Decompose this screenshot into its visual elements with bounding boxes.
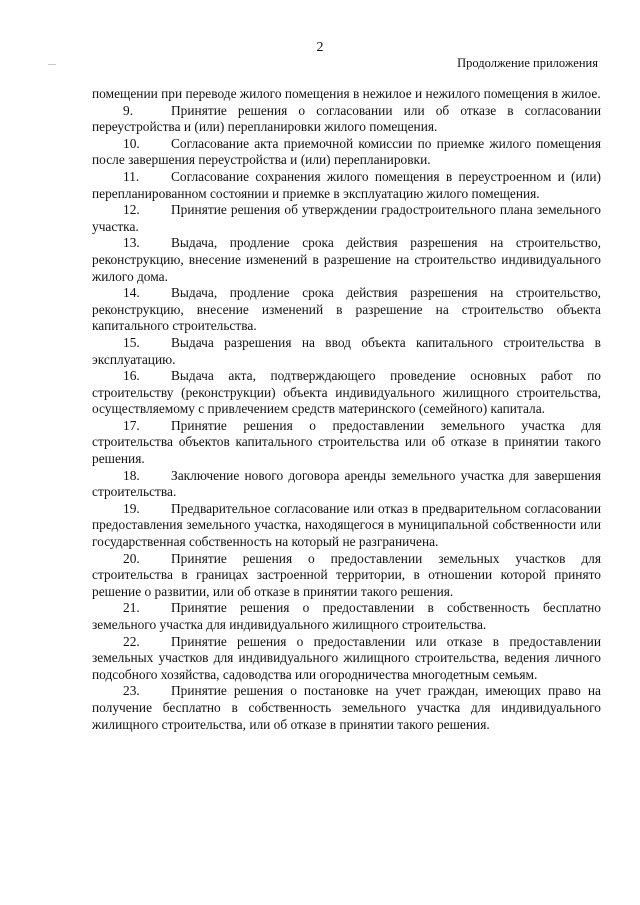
item-number: 11. <box>123 168 140 184</box>
item-number: 20. <box>123 550 140 566</box>
item-number: 13. <box>123 235 140 251</box>
list-item <box>92 418 601 468</box>
document-body <box>92 86 601 733</box>
item-number: 15. <box>123 334 140 350</box>
item-text: Согласование акта приемочной комиссии по приемке жилого помещения после завершения переустройства и (или) перепланировки. <box>92 135 601 168</box>
item-text: Принятие решения об утверждении градостроительного плана земельного участка. <box>92 202 601 234</box>
item-text: Принятие решения о предоставлении земельных участков для строительства в границах застроенной территории, в отношении которой принято решение о развитии, или об отказе в принятии такого решения. <box>92 550 601 599</box>
item-text: Принятие решения о предоставлении или отказе в предоставлении земельных участков для индивидуального жилищного строительства, ведения личного подсобного хозяйства, садоводства или огородничества многодетным семьям. <box>92 633 601 682</box>
margin-mark <box>48 64 56 65</box>
list-item <box>92 368 601 418</box>
item-number: 9. <box>123 102 134 118</box>
list-item <box>92 468 601 501</box>
item-text: Предварительное согласование или отказ в предварительном согласовании предоставления земельного участка, находящегося в муниципальной собственности или государственная собственность на который не разграничена. <box>92 500 601 550</box>
list-item <box>92 285 601 335</box>
list-item <box>92 335 601 368</box>
item-number: 18. <box>123 467 140 483</box>
item-number: 10. <box>123 135 140 151</box>
list-item <box>92 501 601 551</box>
item-text: Принятие решения о предоставлении в собственность бесплатно земельного участка для индивидуального жилищного строительства. <box>92 600 601 632</box>
list-item <box>92 136 601 169</box>
item-number: 21. <box>123 600 140 616</box>
list-item <box>92 551 601 601</box>
intro-paragraph: помещении при переводе жилого помещения в нежилое и нежилого помещения в жилое. <box>92 86 601 101</box>
item-number: 22. <box>123 633 140 649</box>
list-item <box>92 202 601 235</box>
list-item <box>92 169 601 202</box>
item-text: Принятие решения о предоставлении земельного участка для строительства объектов капитального строительства или об отказе в принятии такого решения. <box>92 417 601 467</box>
list-item <box>92 634 601 684</box>
page-number: 2 <box>316 40 324 55</box>
list-item <box>92 683 601 733</box>
item-number: 17. <box>123 417 140 433</box>
item-text: Выдача разрешения на ввод объекта капитального строительства в эксплуатацию. <box>92 334 601 367</box>
item-text: Выдача, продление срока действия разрешения на строительство, реконструкцию, внесение изменений в разрешение на строительство объекта капитального строительства. <box>92 285 601 334</box>
item-number: 12. <box>123 202 140 218</box>
header-note: Продолжение приложения <box>457 56 598 70</box>
item-number: 23. <box>123 683 140 699</box>
item-text: Принятие решения о согласовании или об отказе в согласовании переустройства и (или) перепланировки жилого помещения. <box>92 102 601 135</box>
item-text: Согласование сохранения жилого помещения в переустроенном и (или) перепланированном состоянии и приемке в эксплуатацию жилого помещения. <box>92 168 601 201</box>
item-number: 16. <box>123 368 140 384</box>
list-item <box>92 103 601 136</box>
item-text: Выдача акта, подтверждающего проведение основных работ по строительству (реконструкции) объекта индивидуального жилищного строительства, осуществляемому с привлечением средств материнского (семейного) капитала. <box>92 368 601 417</box>
item-number: 14. <box>123 285 140 301</box>
item-number: 19. <box>123 500 140 516</box>
item-text: Выдача, продление срока действия разрешения на строительство, реконструкцию, внесение изменений в разрешение на строительство индивидуального жилого дома. <box>92 235 601 284</box>
list-item <box>92 600 601 633</box>
list-item <box>92 235 601 285</box>
item-text: Заключение нового договора аренды земельного участка для завершения строительства. <box>92 467 601 500</box>
item-text: Принятие решения о постановке на учет граждан, имеющих право на получение бесплатно в собственность земельного участка для индивидуального жилищного строительства, или об отказе в принятии такого решения. <box>92 683 601 732</box>
